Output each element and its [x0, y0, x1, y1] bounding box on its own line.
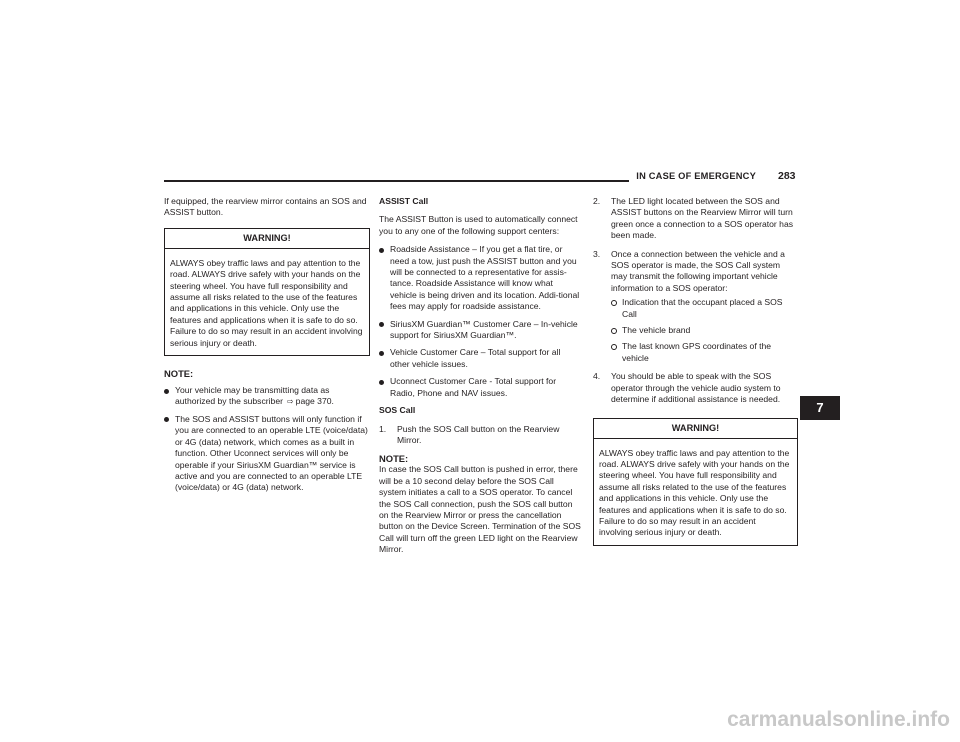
step-number: 3. [593, 248, 601, 259]
hollow-bullet-icon [611, 328, 617, 334]
assist-item-text: SiriusXM Guardian™ Customer Care – In-vehicle support for SiriusXM Guardian™. [390, 318, 578, 341]
column-right [593, 196, 798, 556]
assist-list [379, 244, 582, 399]
warning-text: ALWAYS obey traffic laws and pay attention to the road. ALWAYS drive safely with your hands on the steering wheel. You have full responsibility and assume all risks related to the use of the features and applications in this vehicle. Only use the features and applications when it is safe to do so. Failure to do so may result in an accident involving serious injury or death. [599, 447, 790, 538]
page-reference-link[interactable]: page 370. [295, 396, 334, 407]
warning-text: ALWAYS obey traffic laws and pay attention to the road. ALWAYS drive safely with your hands on the steering wheel. You have full responsibility and assume all risks related to the use of the features and applications in this vehicle. Only use the features and applications when it is safe to do so. Failure to do so may result in an accident involving serious injury or death. [170, 257, 363, 348]
column-middle [379, 196, 582, 563]
warning-box-left [164, 228, 370, 356]
step-number: 2. [593, 196, 601, 206]
assist-call-heading: ASSIST Call [379, 196, 429, 206]
list-item [593, 249, 798, 365]
list-item [379, 376, 582, 399]
list-item [164, 414, 370, 494]
warning-box-right [593, 418, 798, 546]
page-number: 283 [778, 170, 796, 182]
hollow-bullet-icon [611, 300, 617, 306]
list-item [379, 424, 582, 447]
step-text: You should be able to speak with the SOS operator through the vehicle audio system to determine if additional assistance is needed. [611, 371, 781, 405]
bullet-icon [164, 389, 169, 394]
sos-call-heading: SOS Call [379, 405, 416, 416]
watermark: carmanualsonline.info [727, 708, 950, 731]
column-left [164, 196, 370, 500]
list-item [593, 196, 798, 242]
note-bullet-text: Your vehicle may be transmitting data as authorized by the subscriber [175, 385, 330, 407]
note-label: NOTE: [379, 453, 409, 465]
sub-item-text: The last known GPS coordinates of the vehicle [622, 341, 772, 363]
chapter-tab: 7 [800, 396, 840, 420]
transmitted-info-list [611, 297, 798, 364]
note-text: In case the SOS Call button is pushed in error, there will be a 10 second delay before the SOS Call system initiates a call to a SOS operator. To cancel the SOS Call connection, push the SOS call button on the Rearview Mirror or press the cancellation button on the Device Screen. Termination of the SOS Call will turn off the green LED light on the Rearview Mirror. [379, 464, 581, 555]
list-item [593, 371, 798, 405]
bullet-icon [379, 351, 384, 356]
page-reference-arrow-icon: ⇨ [286, 397, 294, 407]
assist-intro: The ASSIST Button is used to automatically connect you to any one of the following support centers: [379, 214, 578, 236]
warning-title: WARNING! [594, 419, 797, 439]
list-item [611, 297, 798, 320]
list-item [611, 341, 798, 364]
bullet-icon [379, 380, 384, 385]
note-list [164, 385, 370, 494]
note-label: NOTE: [164, 368, 194, 380]
step-number: 1. [379, 423, 387, 434]
list-item [379, 319, 582, 342]
assist-item-text: Vehicle Customer Care – Total support for all other vehicle issues. [390, 347, 561, 369]
list-item [611, 325, 798, 336]
sos-steps [379, 424, 582, 447]
bullet-icon [379, 248, 384, 253]
step-text: Once a connection between the vehicle and a SOS operator is made, the SOS Call system may transmit the following important vehicle information to a SOS operator: [611, 248, 785, 293]
list-item [164, 385, 370, 408]
section-title: IN CASE OF EMERGENCY [629, 169, 766, 183]
sos-steps-continued [593, 196, 798, 406]
note-bullet-text: The SOS and ASSIST buttons will only function if you are connected to an operable LTE (voice/data) or 4G (data) network, which comes as a built in function. Other Uconnect services will only be operable if your SiriusXM Guardian™ service is active and you are connected to an operable LTE (voice/data) or 4G (data) network. [175, 413, 368, 493]
bullet-icon [379, 322, 384, 327]
hollow-bullet-icon [611, 344, 617, 350]
warning-title: WARNING! [165, 229, 369, 249]
sub-item-text: The vehicle brand [622, 325, 691, 336]
bullet-icon [164, 417, 169, 422]
intro-paragraph: If equipped, the rearview mirror contains an SOS and ASSIST button. [164, 196, 367, 218]
page-header [0, 169, 960, 183]
list-item [379, 244, 582, 312]
step-number: 4. [593, 371, 601, 382]
list-item [379, 347, 582, 370]
assist-item-text: Uconnect Customer Care - Total support for Radio, Phone and NAV issues. [390, 376, 557, 398]
assist-item-text: Roadside Assistance – If you get a flat tire, or need a tow, just push the ASSIST button and you will be connected to a representative for assis-tance. Roadside Assistance will know what vehicle is being driven and its location. Addi-tional fees may apply for roadside assistance. [390, 244, 580, 312]
step-text: The LED light located between the SOS and ASSIST buttons on the Rearview Mirror will turn green once a connection to a SOS operator has been made. [611, 196, 794, 241]
step-text: Push the SOS Call button on the Rearview Mirror. [397, 423, 560, 445]
sub-item-text: Indication that the occupant placed a SOS Call [622, 297, 783, 319]
